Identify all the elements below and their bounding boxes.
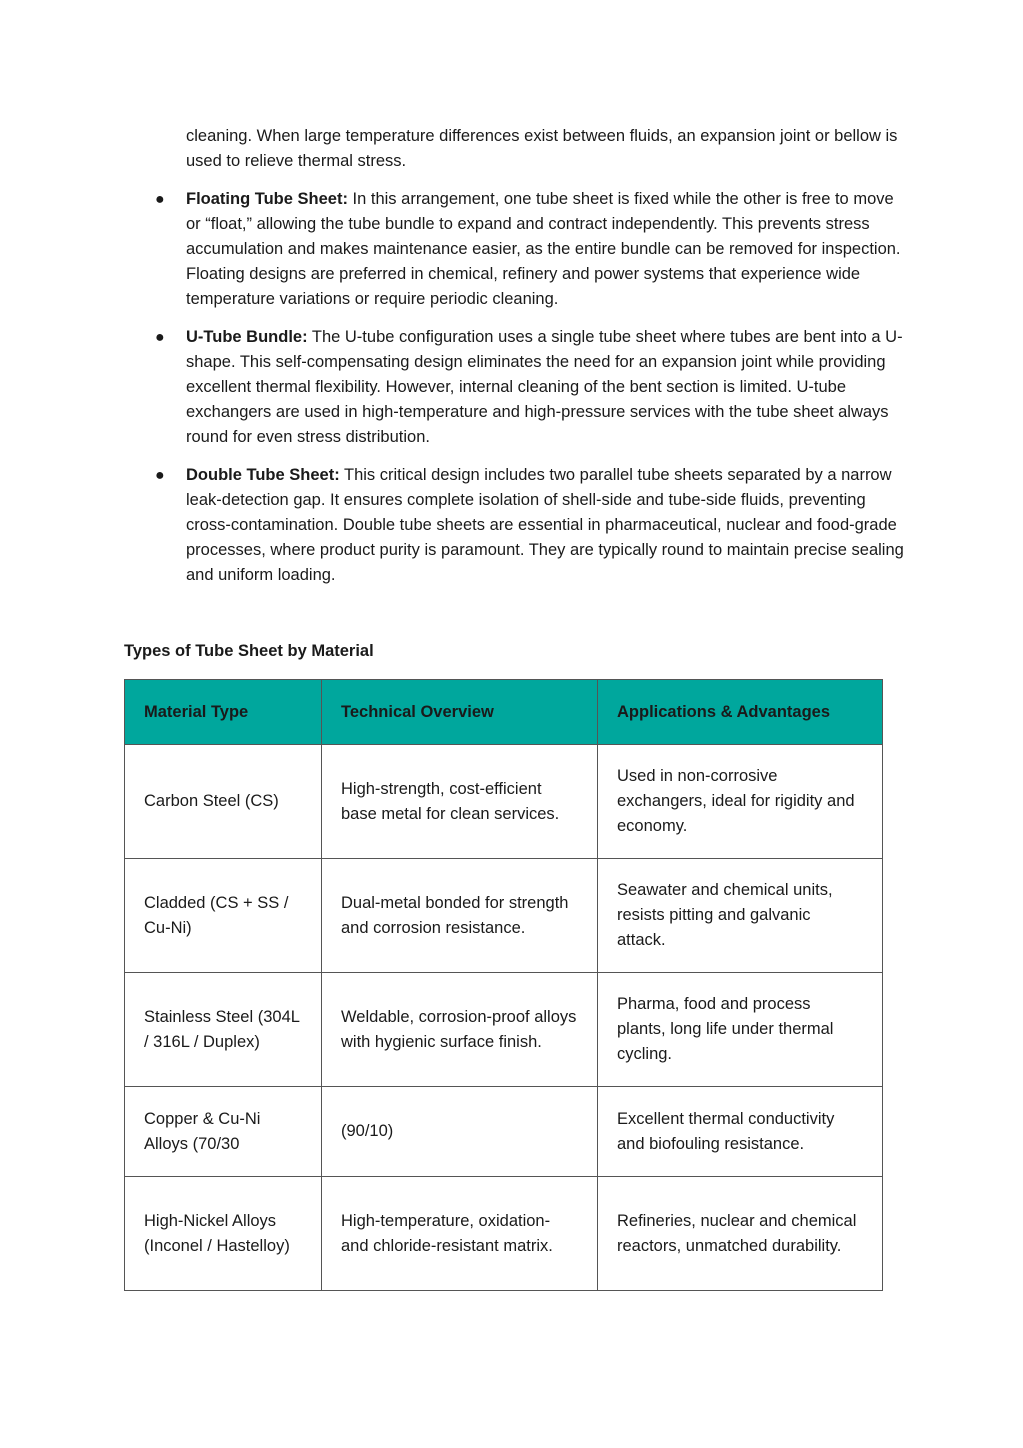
- header-applications: Applications & Advantages: [598, 680, 883, 745]
- list-item-text: The U-tube configuration uses a single tube sheet where tubes are bent into a U-shape. This self-compensating design eliminates the need for an expansion joint while providing excellent thermal flexibility. However, internal cleaning of the bent section is limited. U-tube exchangers are used in high-temperature and high-pressure services with the tube sheet always round for even stress distribution.: [186, 328, 903, 446]
- header-technical-overview: Technical Overview: [322, 680, 598, 745]
- table-row: [125, 1177, 883, 1291]
- table-row: [125, 973, 883, 1087]
- cell-applications: Pharma, food and process plants, long life under thermal cycling.: [598, 973, 883, 1087]
- tube-sheet-type-list: [150, 187, 910, 601]
- list-item-floating: [150, 187, 910, 312]
- list-item-text: In this arrangement, one tube sheet is fixed while the other is free to move or “float,” allowing the tube bundle to expand and contract independently. This prevents stress accumulation and makes maintenance easier, as the entire bundle can be removed for inspection. Floating designs are preferred in chemical, refinery and power systems that experience wide temperature variations or require periodic cleaning.: [186, 190, 901, 308]
- cell-overview: High-strength, cost-efficient base metal for clean services.: [322, 745, 598, 859]
- intro-continuation: cleaning. When large temperature differences exist between fluids, an expansion joint or bellow is used to relieve thermal stress.: [186, 127, 898, 170]
- list-item-text: This critical design includes two parallel tube sheets separated by a narrow leak-detection gap. It ensures complete isolation of shell-side and tube-side fluids, preventing cross-contamination. Double tube sheets are essential in pharmaceutical, nuclear and food-grade processes, where product purity is paramount. They are typically round to maintain precise sealing and uniform loading.: [186, 466, 904, 584]
- bullet-icon: ●: [155, 329, 165, 346]
- list-item-title: Floating Tube Sheet:: [186, 190, 348, 208]
- list-item-title: U-Tube Bundle:: [186, 328, 308, 346]
- table-row: [125, 1087, 883, 1177]
- cell-overview: (90/10): [322, 1087, 598, 1177]
- cell-material: Carbon Steel (CS): [125, 745, 322, 859]
- cell-applications: Used in non-corrosive exchangers, ideal for rigidity and economy.: [598, 745, 883, 859]
- list-item-u-tube: [150, 325, 910, 450]
- material-table: [124, 679, 883, 1291]
- bullet-icon: ●: [155, 191, 165, 208]
- cell-material: Stainless Steel (304L / 316L / Duplex): [125, 973, 322, 1087]
- cell-material: Cladded (CS + SS / Cu-Ni): [125, 859, 322, 973]
- list-item-double: [150, 463, 910, 588]
- section-heading: Types of Tube Sheet by Material: [124, 642, 374, 660]
- list-item-title: Double Tube Sheet:: [186, 466, 340, 484]
- cell-overview: Weldable, corrosion-proof alloys with hygienic surface finish.: [322, 973, 598, 1087]
- header-material-type: Material Type: [125, 680, 322, 745]
- cell-material: High-Nickel Alloys (Inconel / Hastelloy): [125, 1177, 322, 1291]
- cell-applications: Seawater and chemical units, resists pitting and galvanic attack.: [598, 859, 883, 973]
- bullet-icon: ●: [155, 467, 165, 484]
- cell-material: Copper & Cu-Ni Alloys (70/30: [125, 1087, 322, 1177]
- cell-overview: Dual-metal bonded for strength and corrosion resistance.: [322, 859, 598, 973]
- table-header-row: [125, 680, 883, 745]
- cell-overview: High-temperature, oxidation- and chloride-resistant matrix.: [322, 1177, 598, 1291]
- cell-applications: Refineries, nuclear and chemical reactors, unmatched durability.: [598, 1177, 883, 1291]
- table-row: [125, 745, 883, 859]
- cell-applications: Excellent thermal conductivity and biofouling resistance.: [598, 1087, 883, 1177]
- table-row: [125, 859, 883, 973]
